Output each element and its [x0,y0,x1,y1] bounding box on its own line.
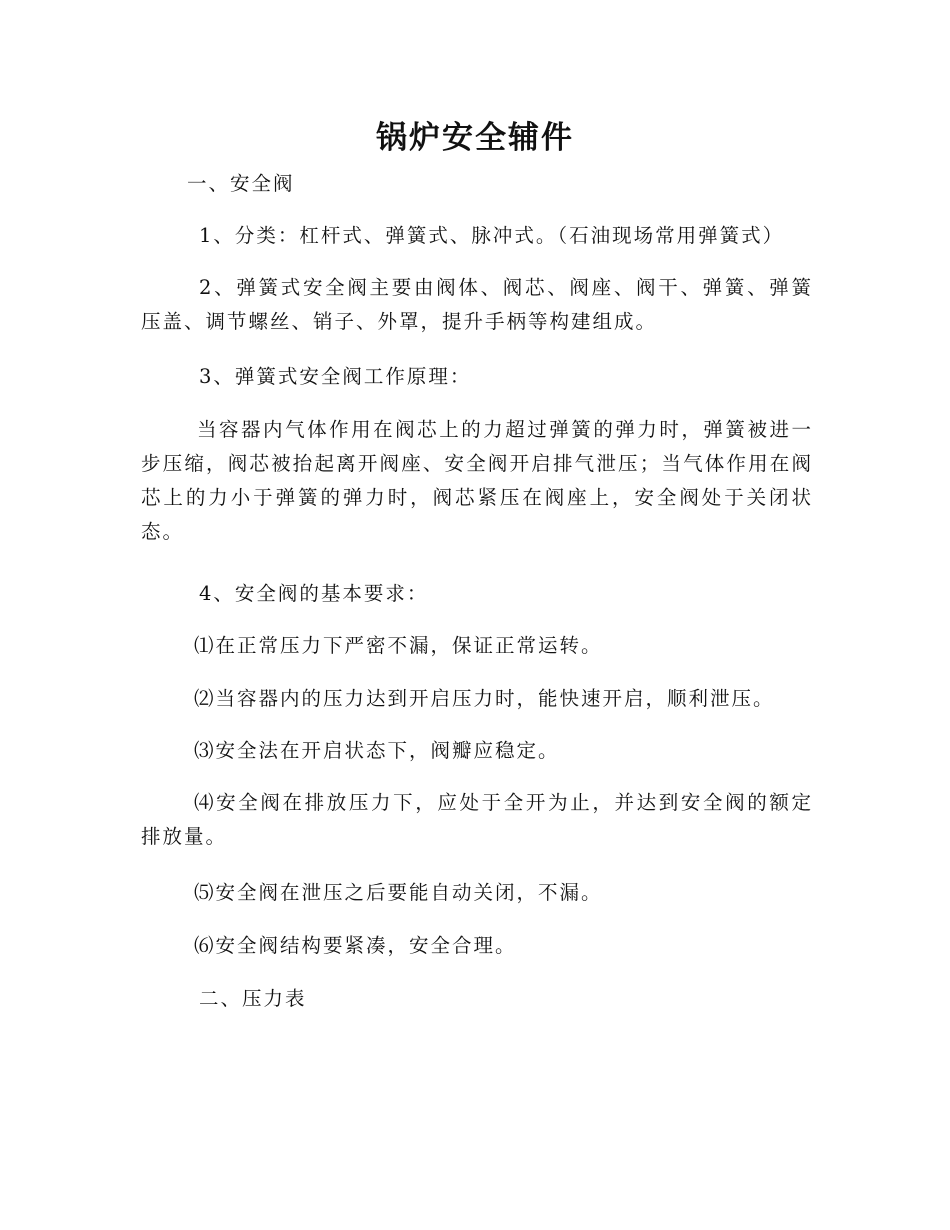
list-item-requirement-2: ⑵当容器内的压力达到开启压力时，能快速开启，顺利泄压。 [194,687,775,710]
section-heading-pressure-gauge: 二、压力表 [199,987,307,1010]
paragraph-composition: 2、弹簧式安全阀主要由阀体、阀芯、阀座、阀干、弹簧、弹簧压盖、调节螺丝、销子、外罩，提升手柄等构建组成。 [141,276,813,333]
paragraph-classification: 1、分类：杠杆式、弹簧式、脉冲式。（石油现场常用弹簧式） [199,224,785,247]
paragraph-principle-heading: 3、弹簧式安全阀工作原理： [199,365,472,388]
list-item-requirement-4: ⑷安全阀在排放压力下，应处于全开为止，并达到安全阀的额定排放量。 [141,791,813,848]
list-item-requirement-5: ⑸安全阀在泄压之后要能自动关闭，不漏。 [194,881,603,904]
section-heading-safety-valve: 一、安全阀 [187,172,295,195]
document-title: 锅炉安全辅件 [376,120,574,156]
paragraph-principle-text: 当容器内气体作用在阀芯上的力超过弹簧的弹力时，弹簧被进一步压缩，阀芯被抬起离开阀座、安全阀开启排气泄压；当气体作用在阀芯上的力小于弹簧的弹力时，阀芯紧压在阀座上，安全阀处于关闭状态。 [141,418,813,543]
list-item-requirement-6: ⑹安全阀结构要紧凑，安全合理。 [194,934,517,957]
paragraph-requirements-heading: 4、安全阀的基本要求： [199,582,429,605]
list-item-requirement-1: ⑴在正常压力下严密不漏，保证正常运转。 [194,634,603,657]
list-item-requirement-3: ⑶安全法在开启状态下，阀瓣应稳定。 [194,739,560,762]
